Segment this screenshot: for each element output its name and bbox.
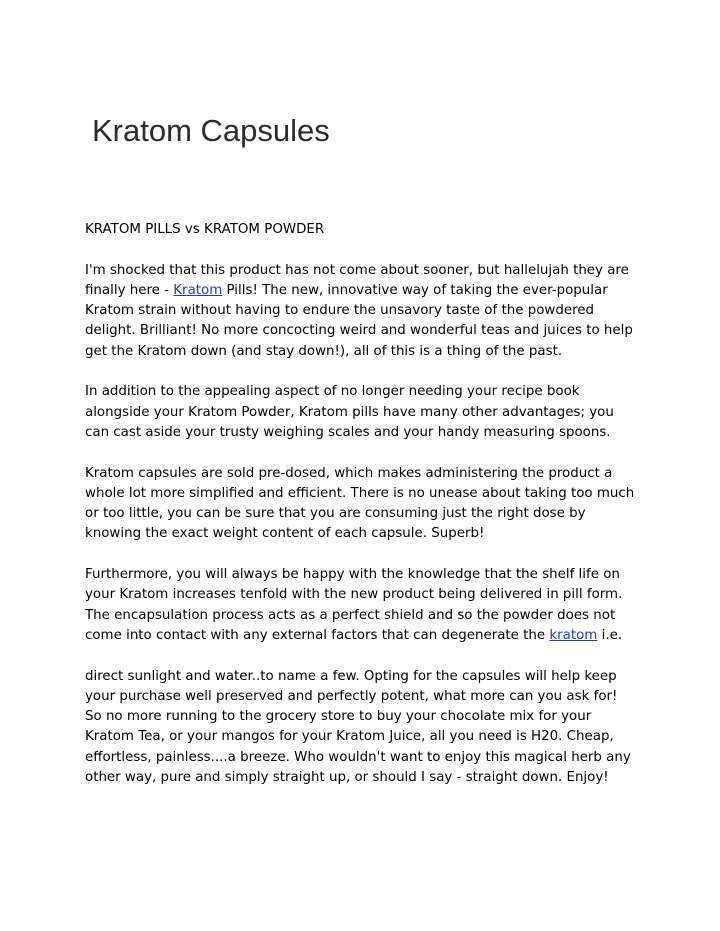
text-line: alongside your Kratom Powder, Kratom pills have many other advantages; you	[85, 404, 614, 420]
text-line: can cast aside your trusty weighing scales and your handy measuring spoons.	[85, 424, 611, 440]
text-span: finally here -	[85, 282, 174, 298]
paragraph-5	[85, 667, 645, 789]
text-line: delight. Brilliant! No more concocting weird and wonderful teas and juices to help	[85, 323, 633, 339]
paragraph-3	[85, 464, 645, 545]
text-line: direct sunlight and water..to name a few. Opting for the capsules will help keep	[85, 668, 617, 684]
text-line: or too little, you can be sure that you are consuming just the right dose by	[85, 506, 586, 522]
text-line: Kratom Tea, or your mangos for your Kratom Juice, all you need is H20. Cheap,	[85, 729, 614, 745]
page-title: Kratom Capsules	[92, 113, 330, 148]
paragraph-1	[85, 261, 645, 362]
paragraph-4	[85, 565, 645, 646]
text-line	[85, 626, 645, 646]
text-line: get the Kratom down (and stay down!), all of this is a thing of the past.	[85, 343, 563, 359]
text-line	[85, 281, 645, 301]
paragraph-spacer	[85, 362, 645, 382]
text-line: whole lot more simplified and efficient. There is no unease about taking too much	[85, 485, 635, 501]
text-line: your purchase well preserved and perfectly potent, what more can you ask for!	[85, 688, 618, 704]
text-line: other way, pure and simply straight up, or should I say - straight down. Enjoy!	[85, 770, 609, 786]
text-span: Pills! The new, innovative way of taking the ever-popular	[222, 282, 608, 298]
text-line: Kratom capsules are sold pre-dosed, which makes administering the product a	[85, 465, 613, 481]
text-line: knowing the exact weight content of each capsule. Superb!	[85, 526, 485, 542]
paragraph-spacer	[85, 443, 645, 463]
subheading: KRATOM PILLS vs KRATOM POWDER	[85, 222, 325, 237]
paragraph-2	[85, 382, 645, 443]
text-line: effortless, painless....a breeze. Who wouldn't want to enjoy this magical herb any	[85, 749, 631, 765]
text-span: i.e.	[597, 627, 623, 643]
paragraph-spacer	[85, 545, 645, 565]
kratom-link[interactable]: kratom	[549, 627, 598, 643]
text-line: I'm shocked that this product has not come about sooner, but hallelujah they are	[85, 262, 629, 278]
text-line: So no more running to the grocery store to buy your chocolate mix for your	[85, 709, 592, 725]
text-line: The encapsulation process acts as a perfect shield and so the powder does not	[85, 607, 616, 623]
text-line: Furthermore, you will always be happy with the knowledge that the shelf life on	[85, 567, 620, 583]
text-line: Kratom strain without having to endure the unsavory taste of the powdered	[85, 303, 595, 319]
text-line: In addition to the appealing aspect of no longer needing your recipe book	[85, 384, 580, 400]
document-body	[85, 220, 645, 788]
text-line: your Kratom increases tenfold with the new product being delivered in pill form.	[85, 587, 623, 603]
paragraph-spacer	[85, 646, 645, 666]
paragraph-spacer	[85, 240, 645, 260]
text-span: come into contact with any external factors that can degenerate the	[85, 627, 550, 643]
kratom-link[interactable]: Kratom	[173, 282, 223, 298]
